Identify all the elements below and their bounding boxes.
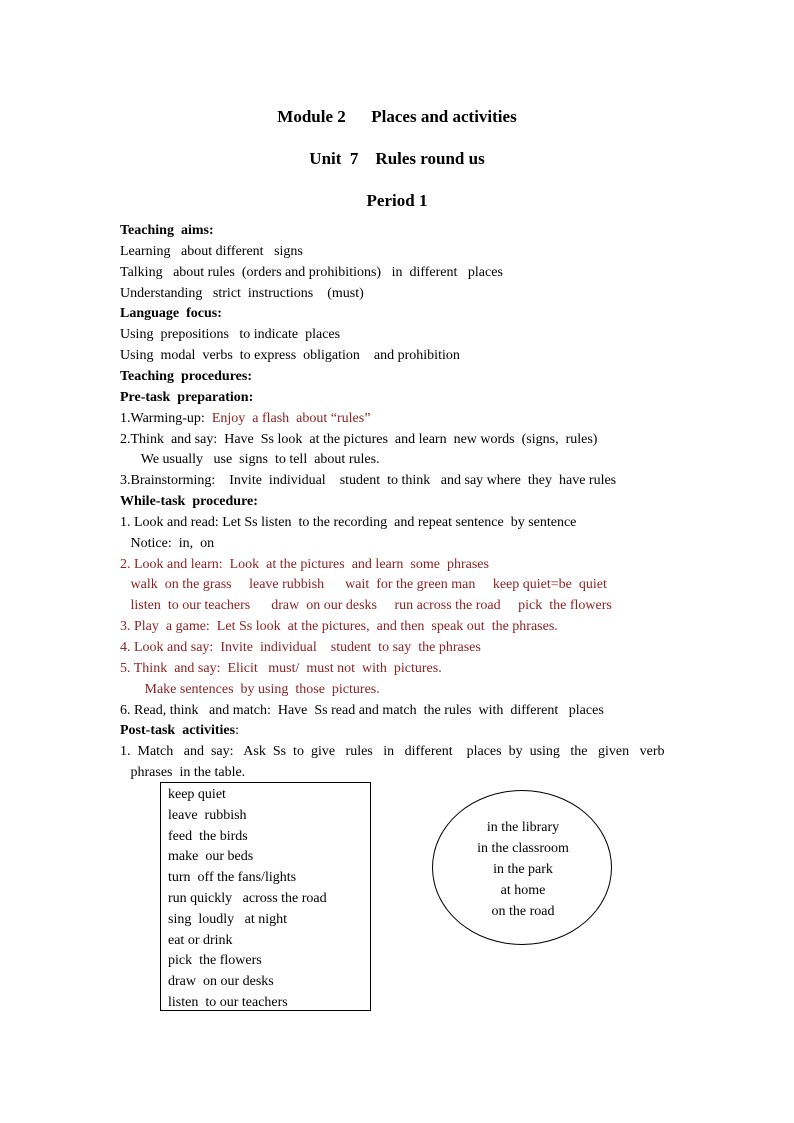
- procedure-line: [120, 514, 576, 532]
- line-text: Understanding strict instructions (must): [120, 285, 364, 301]
- verb-phrase-item: run quickly across the road: [168, 891, 327, 906]
- procedure-line: [120, 451, 380, 469]
- verb-phrase-item: feed the birds: [168, 828, 248, 844]
- line-text: Teaching aims:: [120, 223, 214, 238]
- line-text: We usually use signs to tell about rules.: [120, 452, 380, 468]
- verb-phrase-item: eat or drink: [168, 932, 233, 948]
- line-text: 3. Play a game: Let Ss look at the pictures, and then speak out the phrases.: [120, 619, 558, 635]
- heading-language-focus: [120, 305, 222, 323]
- line-text: Notice: in, on: [120, 535, 215, 551]
- line-text: 1. Look and read: Let Ss listen to the recording and repeat sentence by sentence: [120, 514, 577, 530]
- procedure-line: [120, 597, 612, 615]
- line-text: Language focus:: [120, 306, 222, 322]
- place-item: at home: [500, 883, 546, 898]
- heading-while-task: [120, 493, 258, 511]
- place-item: on the road: [491, 904, 555, 919]
- heading-teaching-procedures: [120, 368, 252, 386]
- procedure-line: [120, 702, 604, 720]
- heading-teaching-aims: [120, 222, 214, 240]
- procedure-line: [120, 618, 558, 636]
- procedure-line: [120, 660, 442, 678]
- line-text: 6. Read, think and match: Have Ss read and match the rules with different places: [120, 702, 604, 718]
- line-text: 5. Think and say: Elicit must/ must not with pictures.: [120, 660, 442, 676]
- place-item: in the library: [486, 820, 560, 835]
- procedure-line: [120, 743, 665, 761]
- verb-phrase-item: keep quiet: [168, 787, 226, 802]
- procedure-line: [120, 556, 489, 574]
- heading-post-task: [120, 722, 239, 740]
- place-item: in the classroom: [477, 841, 569, 856]
- verb-phrase-item: sing loudly at night: [168, 911, 287, 927]
- line-text: Pre-task preparation:: [120, 389, 254, 405]
- focus-line: [120, 347, 460, 365]
- places-ellipse: [432, 790, 612, 945]
- line-text: 1. Match and say: Ask Ss to give rules in different places by using the given verb: [120, 744, 665, 760]
- line-text: walk on the grass leave rubbish wait for the green man keep quiet=be quiet: [120, 577, 607, 593]
- procedure-line: [120, 410, 370, 428]
- procedure-line: [120, 639, 481, 657]
- line-text: 2.Think and say: Have Ss look at the pictures and learn new words (signs, rules): [120, 431, 598, 447]
- aim-line: [120, 264, 503, 282]
- place-item: in the park: [493, 862, 553, 877]
- period-title: Period 1: [366, 191, 428, 210]
- verb-phrase-item: make our beds: [168, 849, 254, 865]
- line-text: phrases in the table.: [120, 765, 246, 781]
- line-text: Using prepositions to indicate places: [120, 327, 341, 343]
- line-text: 4. Look and say: Invite individual student to say the phrases: [120, 640, 481, 655]
- unit-title: Unit 7 Rules round us: [309, 149, 485, 168]
- line-text: Post-task activities: [120, 723, 236, 739]
- verb-phrase-item: pick the flowers: [168, 953, 262, 969]
- line-suffix: :: [235, 723, 239, 739]
- line-text: listen to our teachers draw on our desks run across the road pick the flowers: [120, 598, 612, 614]
- line-text: 3.Brainstorming: Invite individual student to think and say where they have rules: [120, 473, 617, 489]
- verb-phrase-item: turn off the fans/lights: [168, 870, 297, 886]
- line-text: 2. Look and learn: Look at the pictures and learn some phrases: [120, 556, 489, 572]
- aim-line: [120, 285, 364, 303]
- verb-phrase-table: [160, 782, 371, 1011]
- highlighted-text: Enjoy a flash about “rules”: [211, 410, 371, 426]
- line-text: Using modal verbs to express obligation and prohibition: [120, 348, 460, 364]
- line-text: Learning about different signs: [120, 243, 303, 259]
- verb-phrase-item: listen to our teachers: [168, 995, 288, 1010]
- verb-phrase-item: leave rubbish: [168, 807, 247, 823]
- line-text: Talking about rules (orders and prohibitions) in different places: [120, 264, 503, 280]
- procedure-line: [120, 472, 616, 490]
- procedure-line: [120, 681, 380, 699]
- verb-phrase-item: draw on our desks: [168, 974, 274, 990]
- procedure-line: [120, 431, 597, 449]
- line-text: Teaching procedures:: [120, 368, 252, 384]
- focus-line: [120, 326, 340, 344]
- procedure-line: [120, 576, 607, 594]
- line-text: While-task procedure:: [120, 494, 258, 510]
- procedure-line: [120, 535, 214, 553]
- line-text: Make sentences by using those pictures.: [120, 681, 380, 697]
- heading-pre-task: [120, 389, 253, 407]
- line-text: 1.Warming-up:: [120, 410, 212, 426]
- aim-line: [120, 243, 303, 261]
- module-title: Module 2 Places and activities: [277, 107, 517, 126]
- procedure-line: [120, 764, 245, 782]
